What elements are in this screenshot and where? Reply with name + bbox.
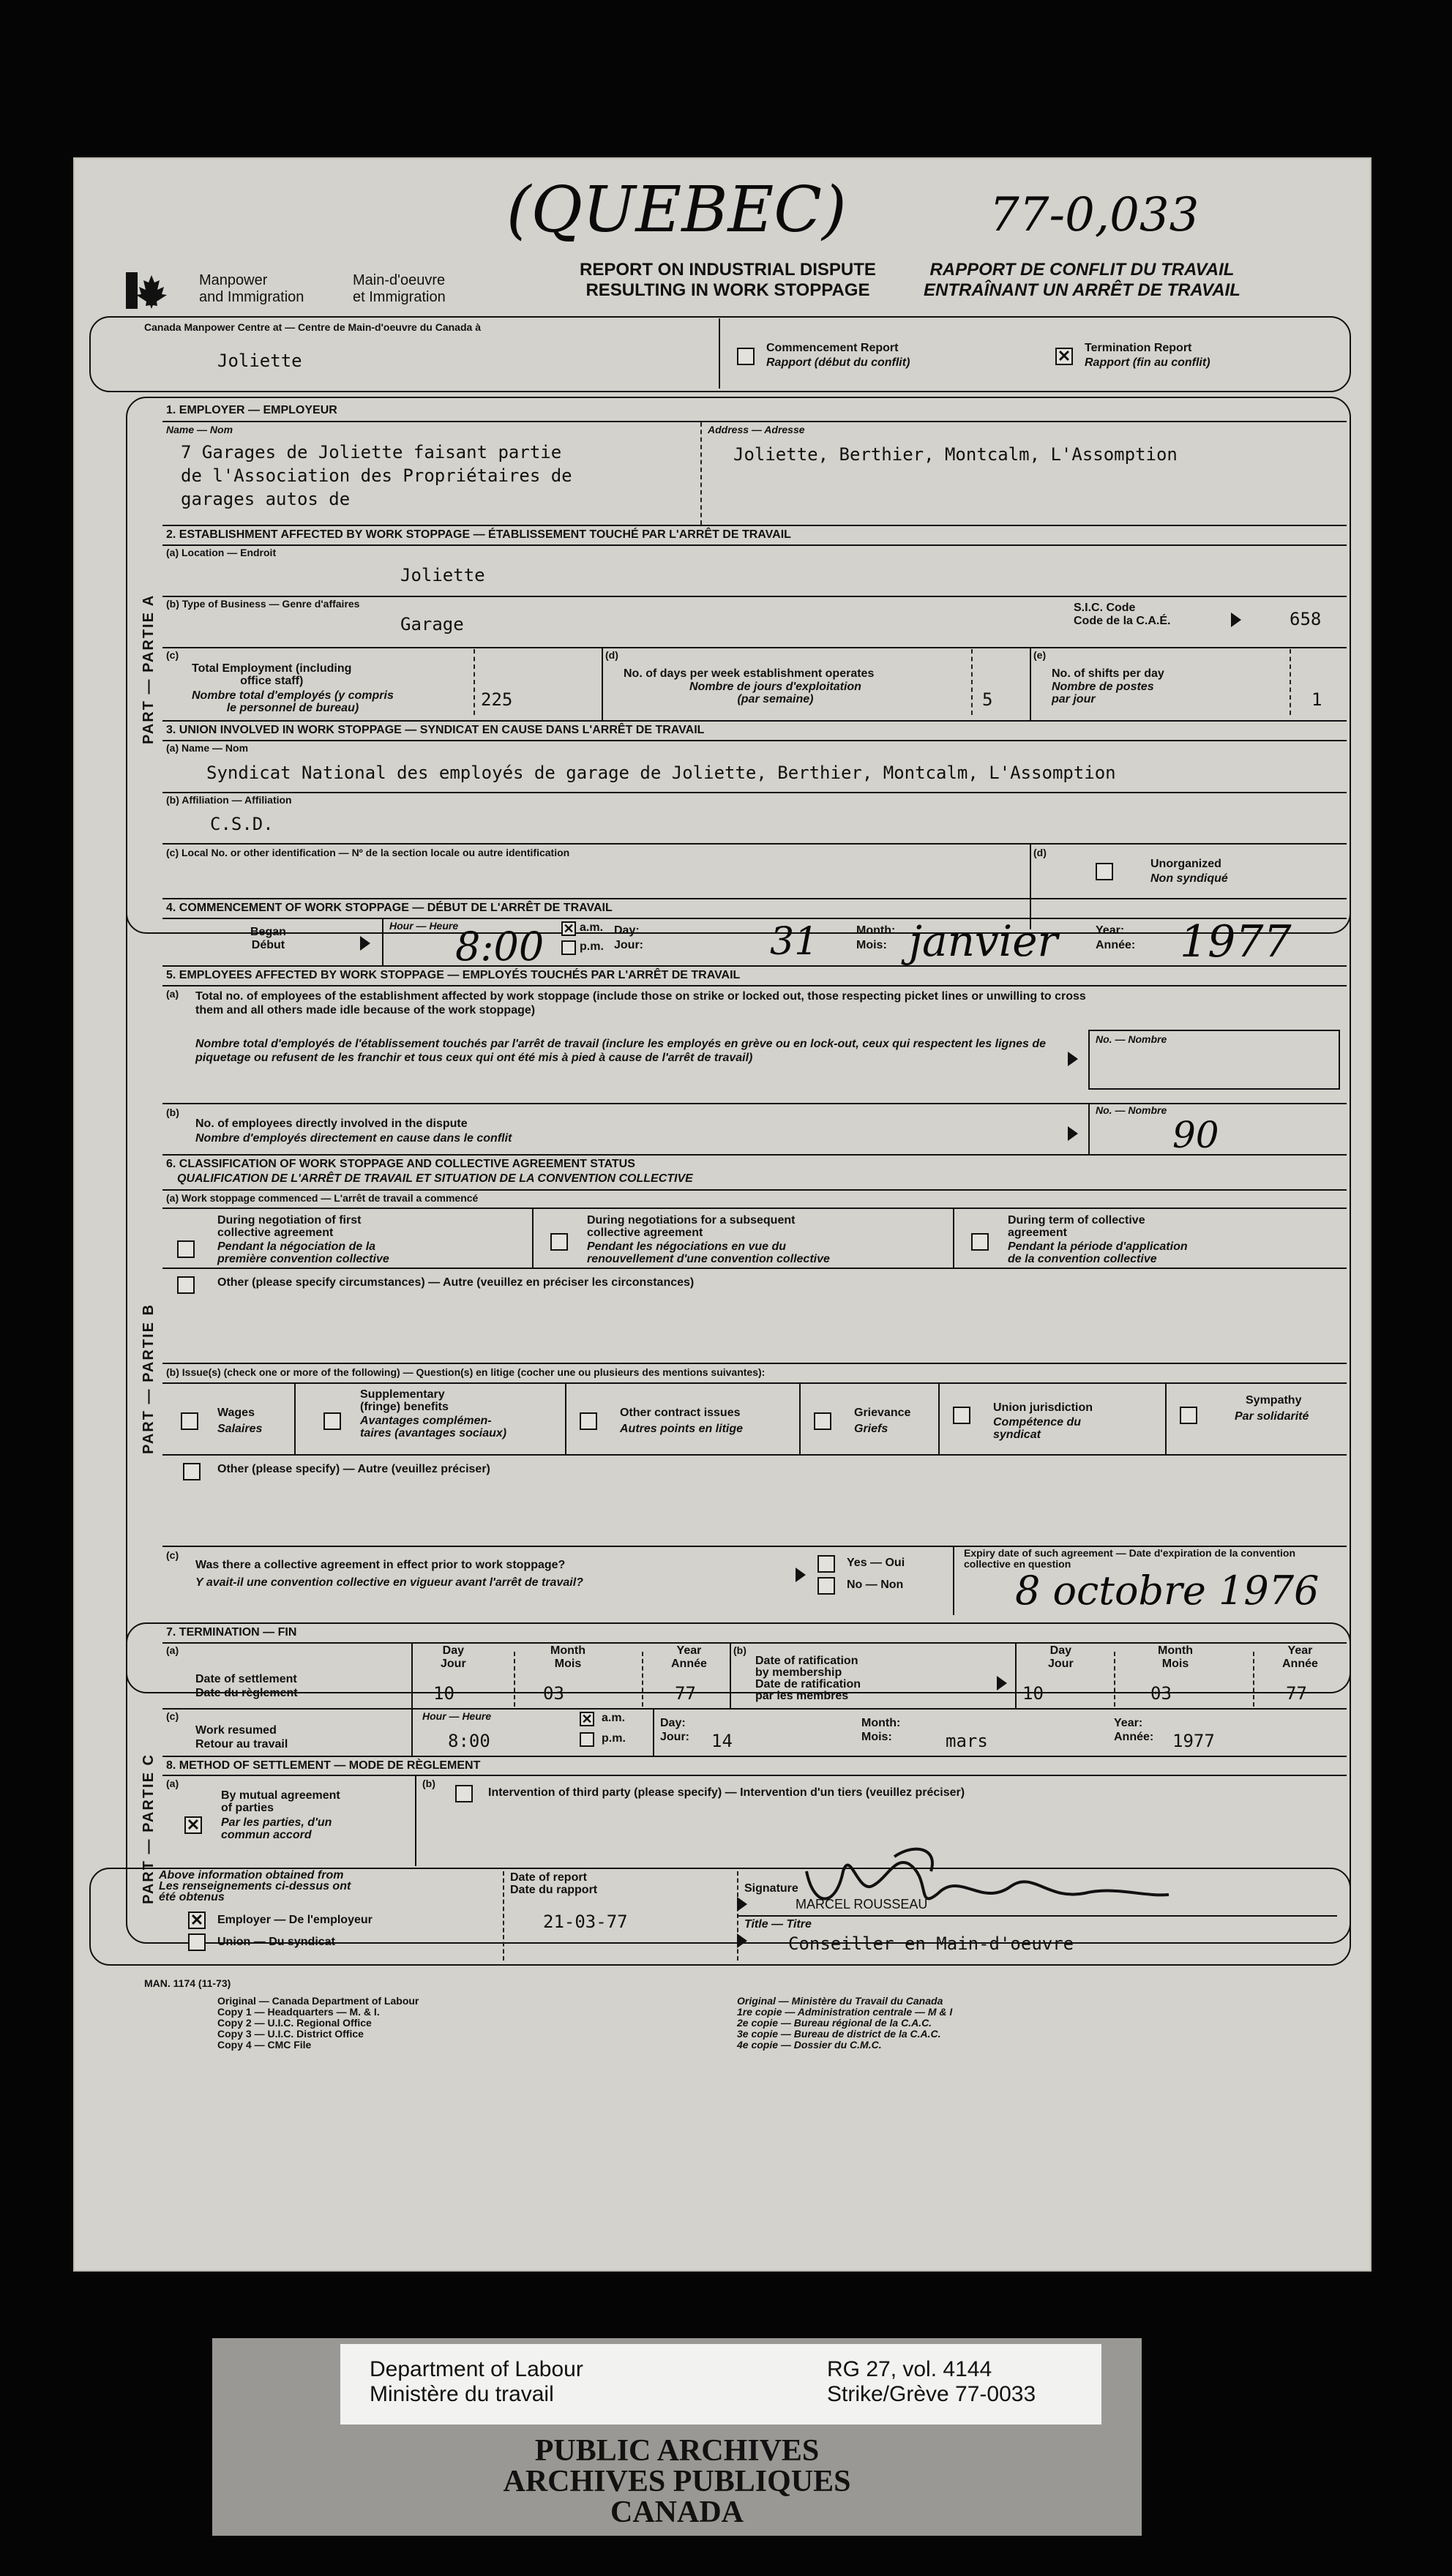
termination-heading: 7. TERMINATION — FIN [166,1626,297,1639]
commencement-month-handwritten: janvier [909,916,1058,966]
unorganized-en: Unorganized [1150,858,1221,870]
issue-jurisdiction-fr: Compétence du syndicat [993,1416,1082,1441]
resumed-pm-checkbox[interactable] [580,1732,594,1747]
mutual-agreement-checkbox[interactable]: ✕ [184,1816,202,1834]
unorganized-fr: Non syndiqué [1150,872,1228,885]
opt2-fr: Pendant les négociations en vue du renouvellement d'une convention collective [587,1240,830,1265]
total-no-label: No. — Nombre [1096,1033,1167,1045]
issue-wages-checkbox[interactable] [181,1412,198,1430]
resumed-day-label: Day: Jour: [660,1717,689,1743]
c-tag: (c) [166,649,179,661]
archive-label-card [340,2344,1101,2425]
issue-benefits-fr: Avantages complémen- taires (avantages sociaux) [360,1415,507,1439]
agreement-yes-label: Yes — Oui [847,1557,905,1569]
method-b-tag: (b) [422,1778,435,1789]
form-number: MAN. 1174 (11-73) [144,1977,231,1989]
commencement-heading: 4. COMMENCEMENT OF WORK STOPPAGE — DÉBUT DE L'ARRÊT DE TRAVAIL [166,902,613,914]
began-arrow-icon [360,936,370,951]
employees-heading: 5. EMPLOYEES AFFECTED BY WORK STOPPAGE — EMPLOYÉS TOUCHÉS PAR L'ARRÊT DE TRAVAIL [166,969,741,981]
issue-grievance-checkbox[interactable] [814,1412,831,1430]
unorganized-checkbox[interactable] [1096,863,1113,880]
mutual-fr: Par les parties, d'un commun accord [221,1816,332,1841]
total-employees-fr: Nombre total d'employés de l'établissement touchés par l'arrêt de travail (inclure les employés en grève ou en lock-out, ceux qui respectent les lignes de piquetage ou refusent de les franchir et tous ceux qui ont été mis à pied à cause de l'arrêt de travail) [195,1038,1046,1064]
report-date-label: Date of report Date du rapport [510,1871,598,1896]
distribution-fr: Original — Ministère du Travail du Canada 1re copie — Administration centrale — M & I 2e copie — Bureau régional de la C.A.C. 3e copie — Bureau de district de la C.A.C. 4e copie — Dossier du C.M.C. [737,1995,953,2051]
centre-label: Canada Manpower Centre at — Centre de Main-d'oeuvre du Canada à [144,321,481,333]
title-label: Title — Titre [744,1918,812,1931]
affiliation-label: (b) Affiliation — Affiliation [166,794,292,806]
resumed-hour-label: Hour — Heure [422,1710,492,1722]
subsequent-agreement-checkbox[interactable] [550,1233,568,1251]
signer-name: MARCEL ROUSSEAU [796,1897,928,1912]
dept-en: Department of Labour [370,2357,583,2381]
signature-arrow-icon [737,1897,747,1912]
issue-benefits-en: Supplementary (fringe) benefits [360,1388,449,1413]
commencement-hour-handwritten: 8:00 [455,924,544,970]
employer-heading: 1. EMPLOYER — EMPLOYEUR [166,404,337,416]
info-union-checkbox[interactable] [188,1933,206,1951]
direct-employees-handwritten: 90 [1172,1114,1219,1156]
commencement-year-label: Year: Année: [1096,924,1136,951]
opt3-en: During term of collective agreement [1008,1214,1145,1239]
opt3-fr: Pendant la période d'application de la convention collective [1008,1240,1188,1265]
agreement-no-checkbox[interactable] [817,1577,835,1595]
issue-jurisdiction-checkbox[interactable] [953,1407,970,1424]
issue-sympathy-fr: Par solidarité [1235,1410,1309,1423]
ratif-year: 77 [1286,1683,1307,1704]
commencement-report-fr: Rapport (début du conflit) [766,356,910,369]
resumed-pm-label: p.m. [602,1732,626,1745]
part-b-label: PART — PARTIE B [141,1303,157,1454]
resumed-label: Work resumed Retour au travail [195,1724,288,1751]
other-circumstances-label: Other (please specify circumstances) — Autre (veuillez en préciser les circonstances) [217,1276,695,1289]
commencement-pm-label: p.m. [580,940,604,953]
issue-other-contract-checkbox[interactable] [580,1412,597,1430]
days-label-en: No. of days per week establishment operates [624,667,875,680]
resumed-hour: 8:00 [448,1731,490,1751]
expiry-handwritten: 8 octobre 1976 [1015,1568,1320,1614]
info-source-label: Above information obtained from Les renseignements ci-dessus ont été obtenus [159,1869,351,1903]
commencement-am-label: a.m. [580,921,604,934]
direct-no-label: No. — Nombre [1096,1104,1167,1116]
commencement-report-checkbox[interactable] [737,348,755,365]
method-a-tag: (a) [166,1778,179,1789]
resumed-year: 1977 [1172,1731,1215,1751]
signature-label: Signature [744,1882,798,1895]
settle-day-header: Day Jour [441,1644,466,1670]
agreement-no-label: No — Non [847,1579,904,1591]
termination-b-tag: (b) [733,1644,746,1656]
issue-wages-en: Wages [217,1407,255,1419]
location-label: (a) Location — Endroit [166,547,277,558]
ratif-month: 03 [1150,1683,1172,1704]
settle-year: 77 [675,1683,696,1704]
resumed-month: mars [946,1731,988,1751]
direct-employees-en: No. of employees directly involved in the dispute [195,1117,468,1130]
ratification-label: Date of ratification by membership Date de ratification par les membres [755,1655,861,1702]
archive-stamp-1: PUBLIC ARCHIVES [534,2434,820,2468]
resumed-year-label: Year: Année: [1114,1717,1154,1743]
employment-label-en: Total Employment (including office staff) [192,662,352,687]
opt1-fr: Pendant la négociation de la première convention collective [217,1240,389,1265]
began-label: Began Début [250,926,286,951]
agreement-arrow-icon [796,1568,806,1582]
commencement-pm-checkbox[interactable] [561,940,576,955]
issue-sympathy-en: Sympathy [1246,1394,1302,1407]
sic-label: S.I.C. Code Code de la C.A.É. [1074,602,1171,627]
archive-stamp-2: ARCHIVES PUBLIQUES [503,2465,851,2498]
other-issue-label: Other (please specify) — Autre (veuillez préciser) [217,1463,490,1475]
resumed-day: 14 [711,1731,733,1751]
termination-a-tag: (a) [166,1644,179,1656]
local-label: (c) Local No. or other identification — Nº de la section locale ou autre identification [166,847,570,858]
info-employer-checkbox[interactable]: ✕ [188,1912,206,1929]
shifts-value: 1 [1311,689,1322,710]
commencement-year-handwritten: 1977 [1180,916,1292,967]
location-value: Joliette [400,565,485,585]
employer-name-label: Name — Nom [166,424,233,435]
issue-jurisdiction-en: Union jurisdiction [993,1401,1093,1414]
classification-heading-fr: QUALIFICATION DE L'ARRÊT DE TRAVAIL ET SITUATION DE LA CONVENTION COLLECTIVE [177,1172,693,1185]
agency-fr: Main-d'oeuvre et Immigration [353,272,446,305]
other-circumstances-checkbox[interactable] [177,1276,195,1294]
archive-stamp-3: CANADA [610,2496,744,2529]
sic-value: 658 [1290,609,1322,629]
business-value: Garage [400,614,464,634]
term-agreement-checkbox[interactable] [971,1233,989,1251]
termination-report-en: Termination Report [1085,342,1192,354]
settle-month: 03 [543,1683,564,1704]
termination-report-checkbox[interactable]: ✕ [1055,348,1073,365]
issues-label: (b) Issue(s) (check one or more of the following) — Question(s) en litige (cocher une ou plusieurs des mentions suivantes): [166,1366,766,1378]
issue-wages-fr: Salaires [217,1423,263,1435]
settle-year-header: Year Année [671,1644,707,1670]
ratif-month-header: Month Mois [1158,1644,1193,1670]
third-party-label: Intervention of third party (please specify) — Intervention d'un tiers (veuillez préciser) [488,1786,965,1799]
commencement-report-en: Commencement Report [766,342,899,354]
commencement-day-handwritten: 31 [770,920,819,964]
ratif-year-header: Year Année [1282,1644,1318,1670]
expiry-label: Expiry date of such agreement — Date d'expiration de la convention collective en question [964,1547,1295,1570]
classification-c-tag: (c) [166,1549,179,1561]
archive-footer [212,2338,1142,2536]
method-heading: 8. METHOD OF SETTLEMENT — MODE DE RÈGLEMENT [166,1759,481,1772]
direct-employees-fr: Nombre d'employés directement en cause dans le conflit [195,1132,512,1145]
form-sheet [73,157,1371,2272]
d-tag: (d) [605,649,618,661]
agency-en: Manpower and Immigration [199,272,304,305]
issue-sympathy-checkbox[interactable] [1180,1407,1197,1424]
dept-fr: Ministère du travail [370,2382,554,2406]
other-issue-checkbox[interactable] [183,1463,201,1480]
canada-flag-icon [126,272,177,309]
employer-address: Joliette, Berthier, Montcalm, L'Assomption [733,444,1178,465]
classification-heading: 6. CLASSIFICATION OF WORK STOPPAGE AND COLLECTIVE AGREEMENT STATUS [166,1158,635,1170]
days-value: 5 [982,689,993,710]
agreement-question-fr: Y avait-il une convention collective en vigueur avant l'arrêt de travail? [195,1576,583,1589]
commencement-month-label: Month: Mois: [856,924,896,951]
agreement-yes-checkbox[interactable] [817,1555,835,1573]
province-handwritten: (QUEBEC) [506,173,847,247]
ratification-arrow-icon [997,1676,1007,1690]
termination-c-tag: (c) [166,1710,179,1722]
total-arrow-icon [1068,1052,1078,1066]
settle-day: 10 [433,1683,454,1704]
report-date: 21-03-77 [543,1912,628,1932]
shifts-label-fr: Nombre de postes par jour [1052,681,1154,705]
mutual-en: By mutual agreement of parties [221,1789,340,1814]
issue-other-contract-en: Other contract issues [620,1407,741,1419]
centre-value: Joliette [217,351,302,371]
commencement-hour-label: Hour — Heure [389,920,459,932]
info-employer-label: Employer — De l'employeur [217,1914,373,1926]
e-tag: (e) [1033,649,1047,661]
union-d-tag: (d) [1033,847,1047,858]
opt1-en: During negotiation of first collective agreement [217,1214,362,1239]
shifts-label-en: No. of shifts per day [1052,667,1164,680]
agreement-question-en: Was there a collective agreement in effect prior to work stoppage? [195,1559,566,1571]
resumed-am-checkbox[interactable]: ✕ [580,1712,594,1726]
direct-arrow-icon [1068,1126,1078,1141]
union-heading: 3. UNION INVOLVED IN WORK STOPPAGE — SYNDICAT EN CAUSE DANS L'ARRÊT DE TRAVAIL [166,724,705,736]
ratif-day: 10 [1022,1683,1044,1704]
employer-name: 7 Garages de Joliette faisant partie de l'Association des Propriétaires de garages autos de [181,442,572,509]
resumed-am-label: a.m. [602,1712,626,1724]
termination-report-fr: Rapport (fin au conflit) [1085,356,1210,369]
part-c-label: PART — PARTIE C [141,1753,157,1904]
total-employees-en: Total no. of employees of the establishment affected by work stoppage (include those on strike or locked out, those respecting picket lines or unwilling to cross them and all others made idle because of the work stoppage) [195,990,1086,1016]
archive-strike: Strike/Grève 77-0033 [827,2382,1036,2406]
ratif-day-header: Day Jour [1048,1644,1074,1670]
days-label-fr: Nombre de jours d'exploitation (par semaine) [689,681,861,705]
settlement-label: Date of settlement Date du règlement [195,1673,298,1699]
opt2-en: During negotiations for a subsequent collective agreement [587,1214,796,1239]
employment-label-fr: Nombre total d'employés (y compris le personnel de bureau) [192,689,394,714]
affiliation-value: C.S.D. [210,814,274,834]
info-union-label: Union — Du syndicat [217,1936,335,1948]
file-number-handwritten: 77-0,033 [989,188,1200,242]
union-name: Syndicat National des employés de garage de Joliette, Berthier, Montcalm, L'Assomption [206,763,1116,783]
employees-a-tag: (a) [166,988,179,1000]
part-a-label: PART — PARTIE A [141,594,157,744]
resumed-month-label: Month: Mois: [861,1717,901,1743]
business-label: (b) Type of Business — Genre d'affaires [166,598,360,610]
archive-ref: RG 27, vol. 4144 [827,2357,992,2381]
sic-arrow-icon [1231,613,1241,627]
employer-address-label: Address — Adresse [708,424,805,435]
issue-grievance-en: Grievance [854,1407,911,1419]
report-title-en: REPORT ON INDUSTRIAL DISPUTE RESULTING IN WORK STOPPAGE [580,260,876,300]
employees-b-tag: (b) [166,1107,179,1118]
title-arrow-icon [737,1933,747,1948]
commencement-am-checkbox[interactable]: ✕ [561,921,576,936]
third-party-checkbox[interactable] [455,1785,473,1802]
settle-month-header: Month Mois [550,1644,585,1670]
issue-grievance-fr: Griefs [854,1423,888,1435]
employment-value: 225 [481,689,513,710]
title-value: Conseiller en Main-d'oeuvre [788,1933,1074,1954]
commencement-day-label: Day: Jour: [614,924,643,951]
issue-other-contract-fr: Autres points en litige [620,1423,744,1435]
union-name-label: (a) Name — Nom [166,742,249,754]
report-title-fr: RAPPORT DE CONFLIT DU TRAVAIL ENTRAÎNANT UN ARRÊT DE TRAVAIL [924,260,1240,300]
issue-benefits-checkbox[interactable] [323,1412,341,1430]
commenced-label: (a) Work stoppage commenced — L'arrêt de travail a commencé [166,1192,479,1204]
distribution-en: Original — Canada Department of Labour Copy 1 — Headquarters — M. & I. Copy 2 — U.I.C. Regional Office Copy 3 — U.I.C. District Office Copy 4 — CMC File [217,1995,419,2051]
first-agreement-checkbox[interactable] [177,1240,195,1258]
establishment-heading: 2. ESTABLISHMENT AFFECTED BY WORK STOPPAGE — ÉTABLISSEMENT TOUCHÉ PAR L'ARRÊT DE TRAVAIL [166,528,791,541]
